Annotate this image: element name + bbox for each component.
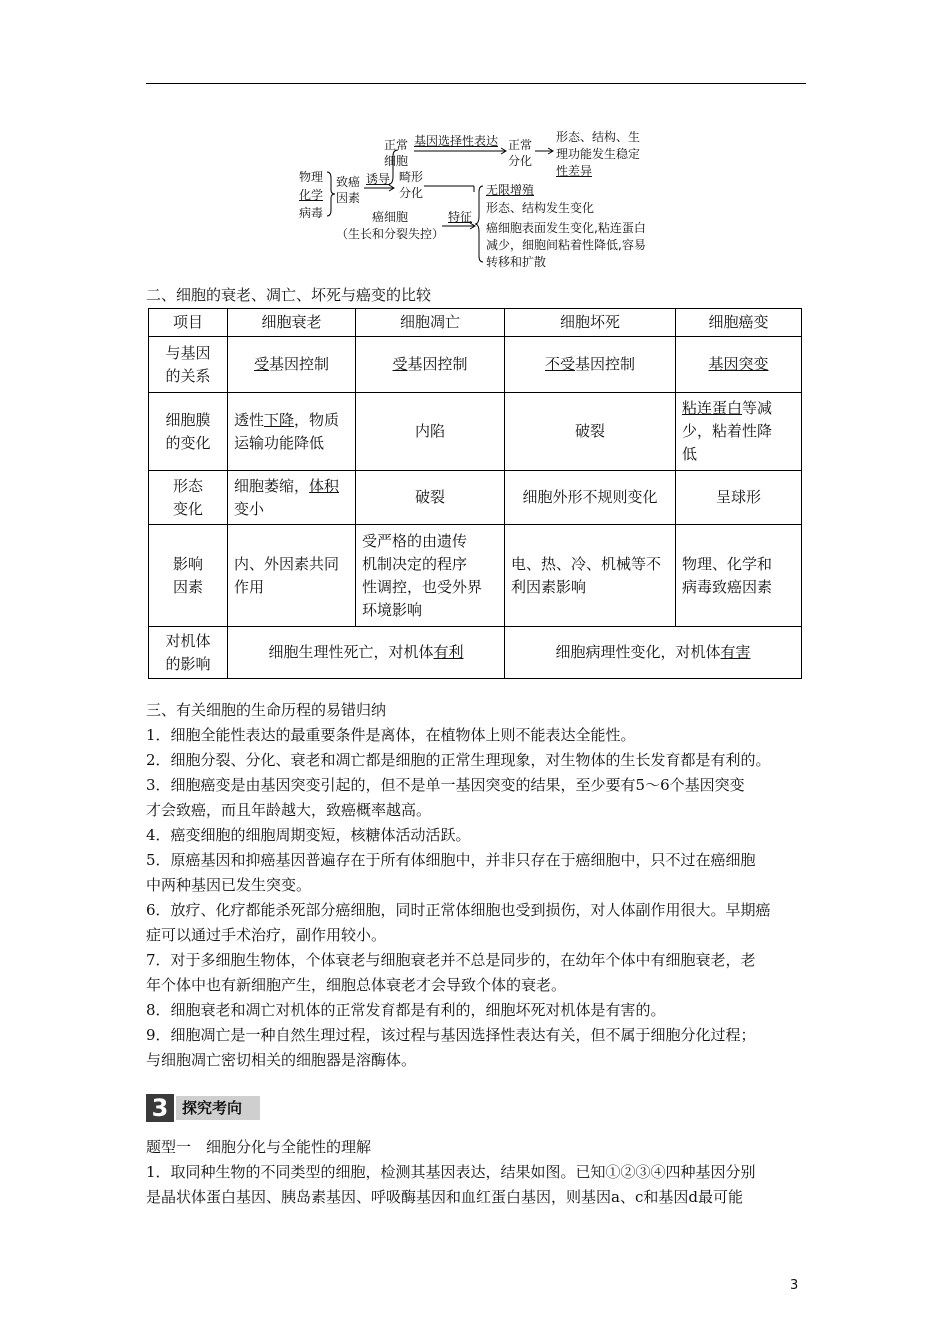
- th-necrosis: 细胞坏死: [505, 309, 676, 337]
- cancer-cell-label: 癌细胞: [372, 210, 409, 224]
- factor-physical: 物理: [299, 170, 324, 184]
- section2-title: 二、细胞的衰老、凋亡、坏死与癌变的比较: [146, 286, 432, 304]
- normal-diff-2: 分化: [508, 154, 533, 168]
- note-line: 1．细胞全能性表达的最重要条件是离体，在植物体上则不能表达全能性。: [146, 726, 636, 744]
- cell-necrosis-membrane: 破裂: [505, 393, 676, 471]
- normal-diff-1: 正常: [508, 138, 533, 152]
- note-line: 8．细胞衰老和凋亡对机体的正常发育都是有利的，细胞坏死对机体是有害的。: [146, 1001, 666, 1019]
- table-header-row: [149, 309, 802, 337]
- question-line: 1．取同种生物的不同类型的细胞，检测其基因表达，结果如图。已知①②③④四种基因分别: [146, 1163, 756, 1181]
- feature-4: 减少，细胞间粘着性降低,容易: [486, 238, 646, 252]
- table-row: [149, 337, 802, 393]
- cell-necrosis-shape: 细胞外形不规则变化: [505, 471, 676, 525]
- note-line: 9．细胞凋亡是一种自然生理过程，该过程与基因选择性表达有关，但不属于细胞分化过程；: [146, 1026, 756, 1044]
- question-line: 是晶状体蛋白基因、胰岛素基因、呼吸酶基因和血红蛋白基因，则基因a、c和基因d最可能: [146, 1188, 743, 1206]
- feature-3: 癌细胞表面发生变化,粘连蛋白: [486, 221, 646, 235]
- induce-label: 诱导: [366, 172, 391, 186]
- normal-cell-1: 正常: [384, 138, 409, 152]
- note-line: 7．对于多细胞生物体，个体衰老与细胞衰老并不总是同步的，在幼年个体中有细胞衰老，老: [146, 951, 756, 969]
- feature-2: 形态、结构发生变化: [486, 201, 595, 215]
- badge-number: 3: [146, 1094, 174, 1122]
- note-line: 6．放疗、化疗都能杀死部分癌细胞，同时正常体细胞也受到损伤，对人体副作用很大。早期癌: [146, 901, 771, 919]
- cell-apoptosis-gene: 受基因控制: [356, 337, 505, 393]
- diff-result-1: 形态、结构、生: [556, 130, 641, 144]
- cell-apoptosis-membrane: 内陷: [356, 393, 505, 471]
- note-line: 年个体中也有新细胞产生，细胞总体衰老才会导致个体的衰老。: [146, 976, 567, 994]
- note-line: 与细胞凋亡密切相关的细胞器是溶酶体。: [146, 1051, 417, 1069]
- note-line: 5．原癌基因和抑癌基因普遍存在于所有体细胞中，并非只存在于癌细胞中，只不过在癌细胞: [146, 851, 756, 869]
- table-row: [149, 525, 802, 627]
- cell-aging-shape: 细胞萎缩，体积 变小: [228, 471, 356, 525]
- abnormal-diff-1: 畸形: [399, 170, 424, 184]
- note-line: 症可以通过手术治疗，副作用较小。: [146, 926, 387, 944]
- cell-necrosis-gene: 不受基因控制: [505, 337, 676, 393]
- row-label-membrane: 细胞膜 的变化: [149, 393, 228, 471]
- cell-aging-membrane: 透性下降，物质 运输功能降低: [228, 393, 356, 471]
- cell-cancer-factors: 物理、化学和 病毒致癌因素: [676, 525, 802, 627]
- factor-chemical: 化学: [299, 188, 324, 202]
- abnormal-diff-2: 分化: [399, 186, 424, 200]
- section3-title: 三、有关细胞的生命历程的易错归纳: [146, 701, 387, 719]
- th-cancer: 细胞癌变: [676, 309, 802, 337]
- cell-aging-gene: 受基因控制: [228, 337, 356, 393]
- page-number: 3: [790, 1278, 799, 1293]
- note-line: 中两种基因已发生突变。: [146, 876, 312, 894]
- diff-result-2: 理功能发生稳定: [556, 147, 641, 161]
- cell-cancer-gene: 基因突变: [676, 337, 802, 393]
- th-item: 项目: [149, 309, 228, 337]
- table-row: [149, 627, 802, 679]
- section-badge: [146, 1094, 260, 1122]
- carcinogen-label-2: 因素: [336, 191, 361, 205]
- row-label-effect: 对机体 的影响: [149, 627, 228, 679]
- cell-physiological-effect: 细胞生理性死亡，对机体有利: [228, 627, 505, 679]
- table-row: [149, 393, 802, 471]
- th-apoptosis: 细胞凋亡: [356, 309, 505, 337]
- feature-5: 转移和扩散: [486, 255, 547, 269]
- table-row: [149, 471, 802, 525]
- cell-necrosis-factors: 电、热、冷、机械等不 利因素影响: [505, 525, 676, 627]
- row-label-gene: 与基因 的关系: [149, 337, 228, 393]
- cell-apoptosis-shape: 破裂: [356, 471, 505, 525]
- row-label-shape: 形态 变化: [149, 471, 228, 525]
- cancer-cell-note: （生长和分裂失控）: [336, 227, 445, 241]
- feature-label: 特征: [448, 210, 473, 224]
- note-line: 4．癌变细胞的细胞周期变短，核糖体活动活跃。: [146, 826, 471, 844]
- row-label-factors: 影响 因素: [149, 525, 228, 627]
- normal-cell-2: 细胞: [384, 154, 409, 168]
- comparison-table: [148, 308, 802, 679]
- question-type: 题型一 细胞分化与全能性的理解: [146, 1138, 372, 1156]
- note-line: 2．细胞分裂、分化、衰老和凋亡都是细胞的正常生理现象，对生物体的生长发育都是有利的。: [146, 751, 771, 769]
- badge-label: 探究考向: [176, 1096, 260, 1120]
- cell-cancer-shape: 呈球形: [676, 471, 802, 525]
- cell-apoptosis-factors: 受严格的由遗传 机制决定的程序 性调控，也受外界 环境影响: [356, 525, 505, 627]
- gene-expression-label: 基因选择性表达: [414, 134, 499, 148]
- cell-pathological-effect: 细胞病理性变化，对机体有害: [505, 627, 802, 679]
- th-aging: 细胞衰老: [228, 309, 356, 337]
- cell-cancer-membrane: 粘连蛋白等减 少，粘着性降 低: [676, 393, 802, 471]
- note-line: 3．细胞癌变是由基因突变引起的，但不是单一基因突变的结果，至少要有5～6个基因突变: [146, 776, 745, 794]
- note-line: 才会致癌，而且年龄越大，致癌概率越高。: [146, 801, 432, 819]
- cell-aging-factors: 内、外因素共同 作用: [228, 525, 356, 627]
- carcinogen-label-1: 致癌: [336, 175, 361, 189]
- diagram-connectors: [0, 0, 950, 300]
- feature-1: 无限增殖: [486, 183, 535, 197]
- diff-result-3: 性差异: [556, 164, 593, 178]
- factor-virus: 病毒: [299, 206, 324, 220]
